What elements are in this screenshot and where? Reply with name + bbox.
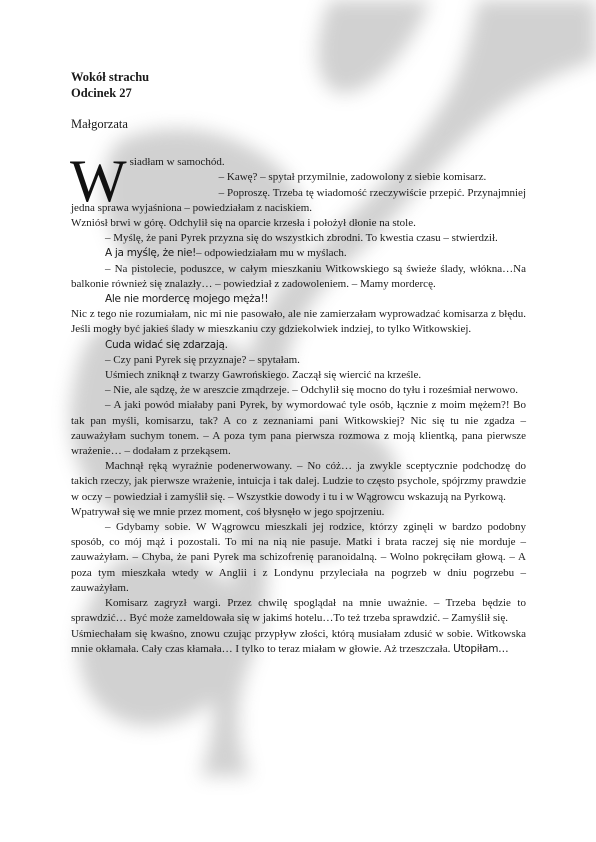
paragraph: – Czy pani Pyrek się przyznaje? – spytałam. bbox=[105, 353, 300, 366]
paragraph-thought bbox=[71, 292, 526, 307]
paragraph-text: siadłam w samochód. bbox=[129, 156, 225, 169]
paragraph: – Na pistolecie, poduszce, w całym mieszkaniu Witkowskiego są świeże ślady, włókna…Na balkonie również się znalazły… – powiedział z zadowoleniem. – Mamy mordercę. bbox=[71, 262, 526, 290]
author-name: Małgorzata bbox=[71, 117, 128, 131]
article-title bbox=[71, 70, 526, 101]
paragraph-closing bbox=[71, 627, 526, 657]
paragraph: – Gdybamy sobie. W Wągrowcu mieszkali jej rodzice, którzy zginęli w bardzo podobny sposób, co mój mąż i pozostali. To mi na nią nie pasuje. Matki i brata raczej się nie morduje – zauważyłam. – Chyba, że pani Pyrek ma schizofrenię paranoidalną. – Wolno pokręciłam głową. – A poza tym mieszkała wtedy w Anglii i z Londynu przyleciała na pogrzeb w dniu pogrzebu – zauważyłam. bbox=[71, 521, 526, 594]
paragraph: – Myślę, że pani Pyrek przyzna się do wszystkich zbrodni. To kwestia czasu – stwierdził. bbox=[105, 232, 498, 245]
paragraph-text: – odpowiedziałam mu w myślach. bbox=[196, 247, 347, 260]
paragraph: Wpatrywał się we mnie przez moment, coś błysnęło w jego spojrzeniu. bbox=[71, 505, 385, 518]
story-body bbox=[70, 148, 526, 657]
drop-cap: W bbox=[70, 148, 127, 215]
paragraph: Komisarz zagryzł wargi. Przez chwilę spoglądał na mnie uważnie. – Trzeba będzie to sprawdzić… Być może zameldowała się w jakimś hotelu…To też trzeba sprawdzić. – Zamyślił się. bbox=[71, 597, 526, 625]
paragraph-text: Uśmiechałam się kwaśno, znowu czując przypływ złości, którą musiałam zdusić w sobie. Witkowska mnie okłamała. Cały czas kłamała… I tylko to teraz miałam w głowie. Aż trzeszczała. bbox=[71, 627, 526, 655]
title-line-1: Wokół strachu bbox=[71, 70, 150, 84]
paragraph: Nic z tego nie rozumiałam, nic mi nie pasowało, ale nie zamierzałam wyprowadzać komisarza z błędu. Jeśli mogły być jakieś ślady w mieszkaniu czy gdziekolwiek indziej, to tylko Witkowskiej. bbox=[71, 308, 526, 336]
paragraph: – Poproszę. Trzeba tę wiadomość rzeczywiście przepić. Przynajmniej jedna sprawa wyjaśniona – powiedziałam z naciskiem. bbox=[71, 186, 526, 214]
article bbox=[71, 70, 526, 657]
paragraph-thought bbox=[71, 338, 526, 353]
paragraph-thought bbox=[71, 246, 526, 261]
paragraph: – Nie, ale sądzę, że w areszcie zmądrzeje. – Odchylił się mocno do tyłu i roześmiał nerwowo. bbox=[105, 384, 518, 397]
title-line-2: Odcinek 27 bbox=[71, 85, 132, 100]
inner-thought: Cuda widać się zdarzają. bbox=[105, 338, 228, 351]
inner-thought: Utopiłam… bbox=[453, 642, 509, 655]
paragraph: Wzniósł brwi w górę. Odchylił się na oparcie krzesła i położył dłonie na stole. bbox=[71, 217, 416, 230]
paragraph: Uśmiech zniknął z twarzy Gawrońskiego. Zaczął się wiercić na krześle. bbox=[105, 369, 422, 382]
inner-thought: A ja myślę, że nie! bbox=[105, 247, 197, 260]
paragraph: Machnął ręką wyraźnie podenerwowany. – No cóż… ja zwykle sceptycznie podchodzę do takich rzeczy, jak pierwsze wrażenie, intuicja i tak dalej. Ludzie to często psychole, spójrzmy prawdzie w oczy – powiedział i zamyślił się. – Wszystkie dowody i tu i w Wągrowcu wskazują na Pyrkową. bbox=[71, 460, 526, 503]
inner-thought: Ale nie mordercę mojego męża!! bbox=[105, 293, 269, 306]
paragraph: – Kawę? – spytał przymilnie, zadowolony z siebie komisarz. bbox=[218, 171, 487, 184]
paragraph: – A jaki powód miałaby pani Pyrek, by wymordować tyle osób, łącznie z moim mężem?! Bo tak pan myśli, komisarzu, tak? A co z zeznaniami pani Witkowskiej? Nic się tu nie zgadza – zauważyłam suchym tonem. – A poza tym pana pierwsza rozmowa z moją klientką, pana pierwsze wrażenie… – dodałam z przekąsem. bbox=[71, 399, 526, 458]
